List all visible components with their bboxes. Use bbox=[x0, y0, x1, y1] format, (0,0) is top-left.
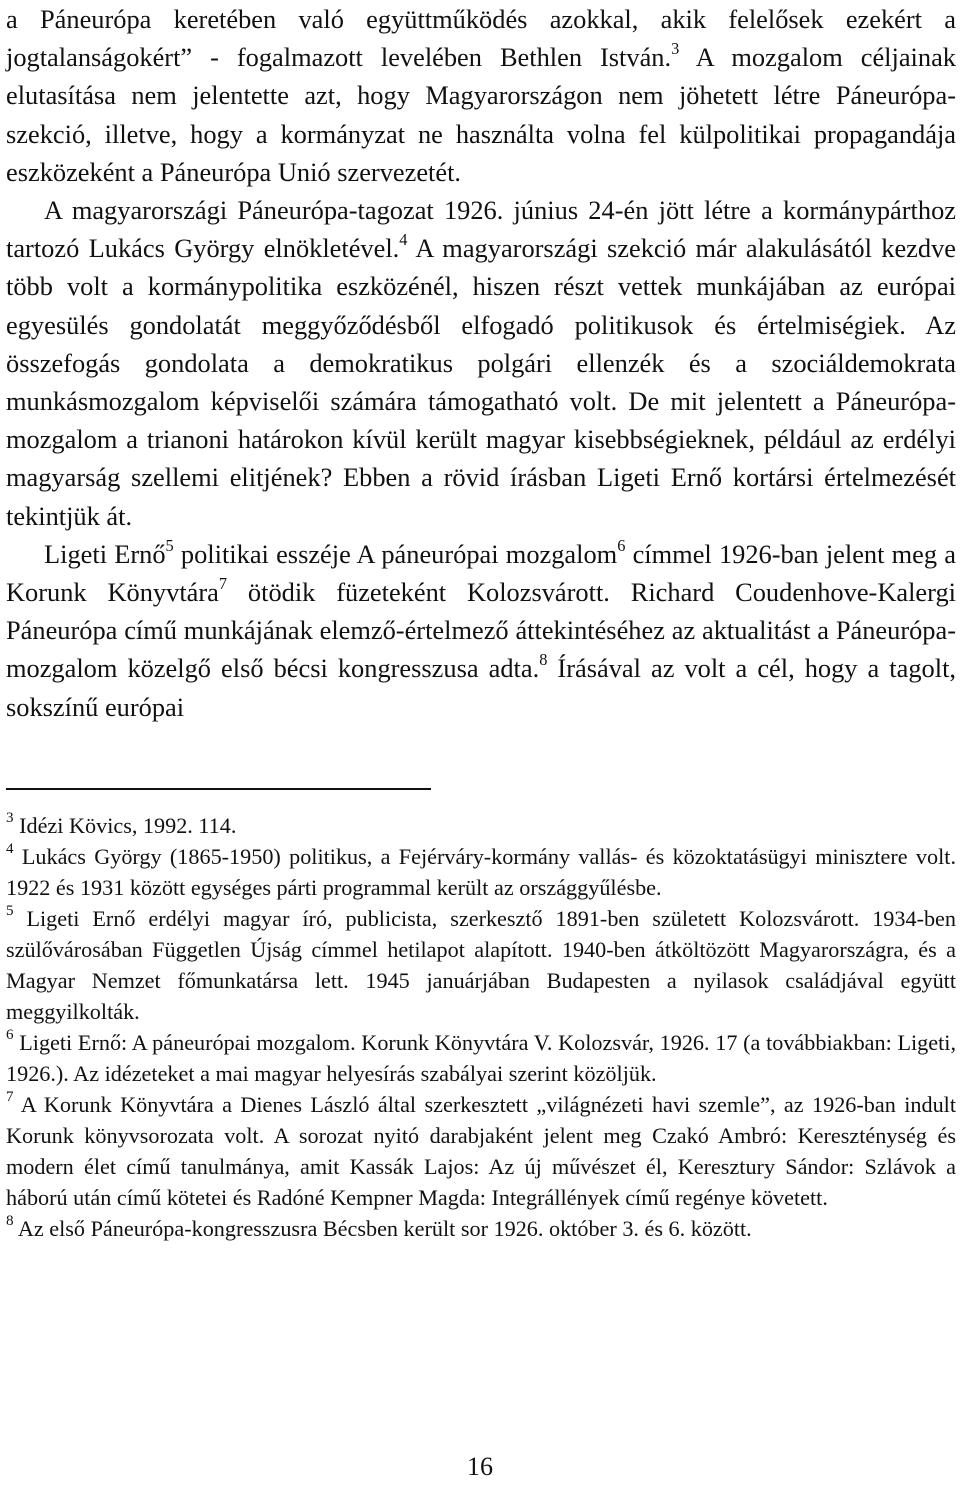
footnote-separator bbox=[6, 788, 431, 790]
footnote-number: 3 bbox=[6, 809, 14, 826]
paragraph-text: ötödik füzeteként Kolozsvárott. Richard Coudenhove-Kalergi Páneurópa című munkájának elemző-értelmező áttekintéséhez az aktualitást a Páneurópa-mozgalom közelgő első bécsi kongresszusa adta. bbox=[6, 577, 956, 684]
paragraph-3 bbox=[6, 535, 956, 726]
footnote-ref: 7 bbox=[218, 573, 228, 593]
footnote bbox=[6, 1213, 956, 1244]
footnote bbox=[6, 810, 956, 841]
footnote-number: 4 bbox=[6, 840, 14, 857]
paragraph-text: A mozgalom céljainak elutasítása nem jelentette azt, hogy Magyarországon nem jöhetett létre Páneurópa-szekció, illetve, hogy a kormányzat ne használta volna fel külpolitikai propagandája eszközeként a Páneurópa Unió szervezetét. bbox=[6, 42, 956, 187]
footnote-ref: 8 bbox=[539, 650, 548, 670]
footnote-text: Az első Páneurópa-kongresszusra Bécsben került sor 1926. október 3. és 6. között. bbox=[13, 1216, 752, 1241]
paragraph-text: címmel 1926-ban jelent meg a Korunk Könyvtára bbox=[6, 538, 956, 608]
footnote-text: A Korunk Könyvtára a Dienes László által szerkesztett „világnézeti havi szemle”, az 1926-ban indult Korunk könyvsorozata volt. A sorozat nyitó darabjaként jelent meg Czakó Ambró: Kereszténység és modern élet című tanulmánya, amit Kassák Lajos: Az új művészet él, Keresztury Sándor: Szlávok a háború után című kötetei és Radóné Kempner Magda: Integrállények című regénye követett. bbox=[6, 1092, 956, 1210]
footnote-number: 8 bbox=[6, 1212, 14, 1229]
body-text bbox=[6, 0, 956, 726]
footnote bbox=[6, 903, 956, 1027]
paragraph-text: politikai esszéje A páneurópai mozgalom bbox=[173, 538, 618, 569]
footnote bbox=[6, 841, 956, 903]
footnote-number: 5 bbox=[6, 902, 14, 919]
paragraph-text: a Páneurópa keretében való együttműködés azokkal, akik felelősek ezekért a jogtalanságokért” - fogalmazott levelében Bethlen István. bbox=[6, 4, 956, 73]
footnote bbox=[6, 1027, 956, 1089]
paragraph-text: A magyarországi Páneurópa-tagozat 1926. június 24-én jött létre a kormánypárthoz tartozó Lukács György elnökletével. bbox=[6, 195, 956, 264]
paragraph-text: Ligeti Ernő bbox=[44, 538, 166, 569]
footnote-number: 6 bbox=[6, 1026, 14, 1043]
footnote-ref: 4 bbox=[399, 229, 408, 249]
paragraph-1 bbox=[6, 0, 956, 191]
footnote-text: Ligeti Ernő: A páneurópai mozgalom. Korunk Könyvtára V. Kolozsvár, 1926. 17 (a továbbiakban: Ligeti, 1926.). Az idézeteket a mai magyar helyesírás szabályai szerint közöljük. bbox=[6, 1030, 956, 1086]
footnote-ref: 5 bbox=[165, 535, 174, 555]
page-number: 16 bbox=[467, 1452, 493, 1481]
footnote-text: Ligeti Ernő erdélyi magyar író, publicista, szerkesztő 1891-ben született Kolozsvárott. 1934-ben szülővárosában Független Újság címmel hetilapot alapított. 1940-ben átköltözött Magyarországra, és a Magyar Nemzet főmunkatársa lett. 1945 januárjában Budapesten a nyilasok családjával együtt meggyilkolták. bbox=[6, 906, 956, 1024]
footnote-ref: 3 bbox=[671, 38, 680, 58]
paragraph-text: Írásával az volt a cél, hogy a tagolt, sokszínű európai bbox=[6, 653, 957, 722]
footnote-ref: 6 bbox=[617, 535, 626, 555]
page bbox=[6, 0, 956, 726]
footnote-number: 7 bbox=[6, 1088, 14, 1105]
footnote-text: Idézi Kövics, 1992. 114. bbox=[13, 813, 237, 838]
footnotes bbox=[6, 810, 956, 1244]
paragraph-2 bbox=[6, 191, 956, 535]
footnote-text: Lukács György (1865-1950) politikus, a Fejérváry-kormány vallás- és közoktatásügyi minisztere volt. 1922 és 1931 között egységes párti programmal került az országgyűlésbe. bbox=[6, 844, 956, 900]
paragraph-text: A magyarországi szekció már alakulásától kezdve több volt a kormánypolitika eszközénél, hiszen részt vettek munkájában az európai egyesülés gondolatát meggyőződésből elfogadó politikusok és értelmiségiek. Az összefogás gondolata a demokratikus polgári ellenzék és a szociáldemokrata munkásmozgalom képviselői számára támogatható volt. De mit jelentett a Páneurópa-mozgalom a trianoni határokon kívül került magyar kisebbségieknek, például az erdélyi magyarság szellemi elitjének? Ebben a rövid írásban Ligeti Ernő kortársi értelmezését tekintjük át. bbox=[6, 233, 957, 531]
footnote bbox=[6, 1089, 956, 1213]
